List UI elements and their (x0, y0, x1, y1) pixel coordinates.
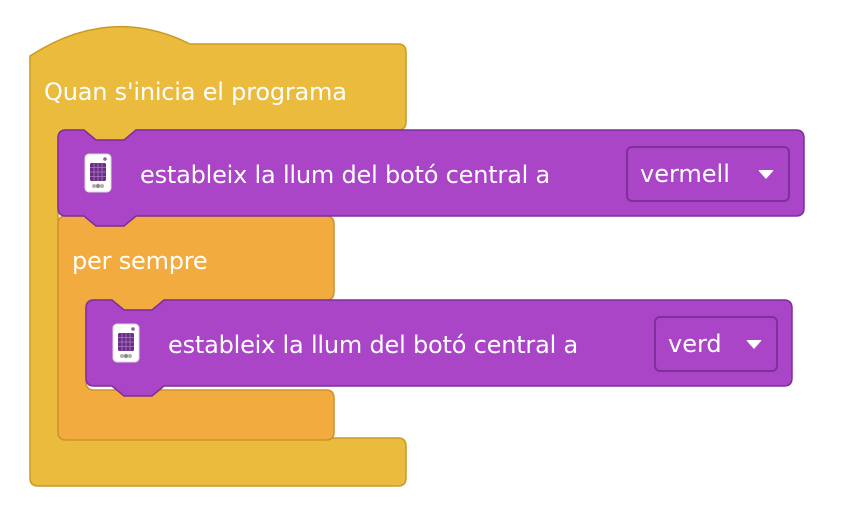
color-dropdown-2-value: verd (668, 330, 722, 358)
color-dropdown-1-value: vermell (640, 160, 730, 188)
color-dropdown-2[interactable] (654, 316, 778, 372)
caret-down-icon (758, 170, 774, 179)
caret-down-icon (746, 340, 762, 349)
device-icon (112, 323, 140, 363)
forever-block-label: per sempre (72, 247, 208, 275)
device-icon (84, 153, 112, 193)
set-light-2-label: estableix la llum del botó central a (168, 331, 579, 359)
color-dropdown-1[interactable] (626, 146, 790, 202)
hat-block-label: Quan s'inicia el programa (44, 78, 347, 106)
set-light-1-label: estableix la llum del botó central a (140, 161, 551, 189)
